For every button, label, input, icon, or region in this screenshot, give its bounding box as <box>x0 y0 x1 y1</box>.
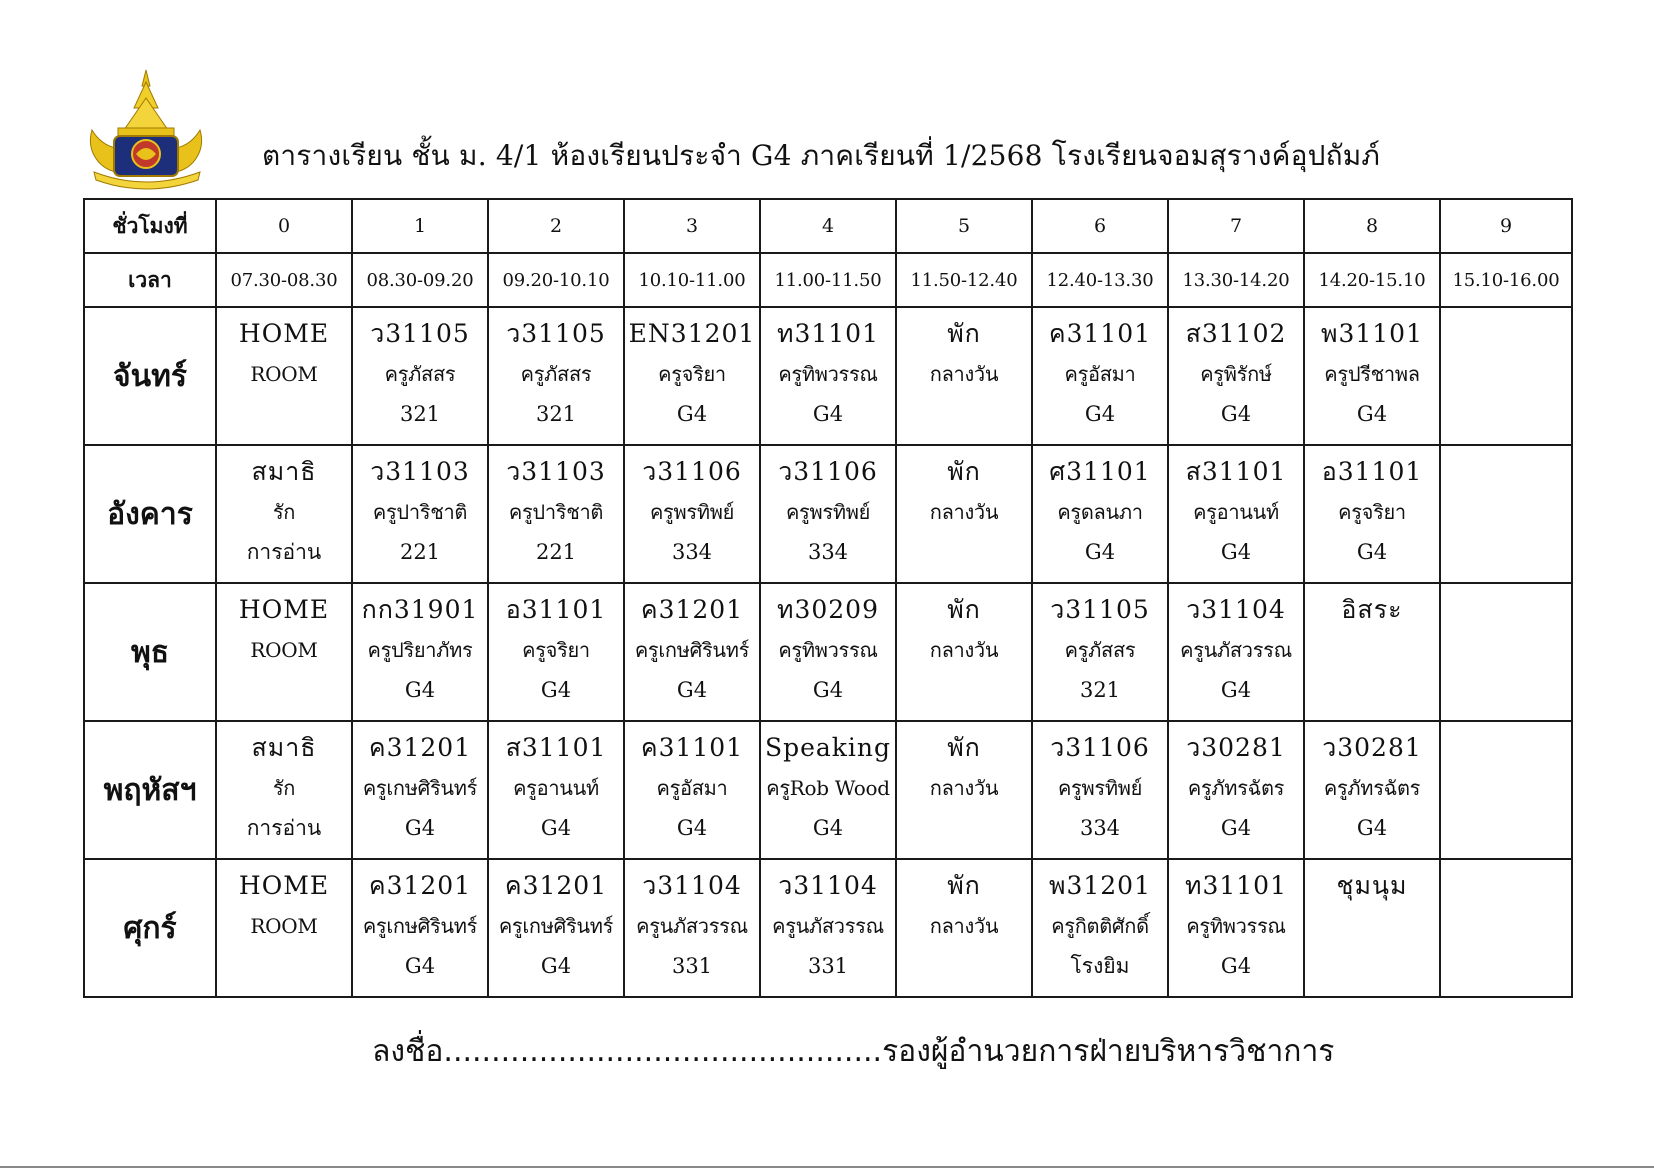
subject-code: ท31101 <box>776 319 879 348</box>
teacher-name: ROOM <box>250 638 318 662</box>
timetable-cell <box>1168 445 1304 583</box>
room-name: โรงยิม <box>1070 954 1130 978</box>
room-name: การอ่าน <box>246 540 322 564</box>
teacher-name: ROOM <box>250 914 318 938</box>
teacher-name: ครูนภัสวรรณ <box>772 914 884 938</box>
timetable-cell <box>1304 307 1440 445</box>
timetable-cell <box>624 445 760 583</box>
room-name: 321 <box>1079 678 1121 702</box>
period-time: 09.20-10.10 <box>488 253 624 307</box>
period-time: 11.50-12.40 <box>896 253 1032 307</box>
timetable-cell <box>896 583 1032 721</box>
teacher-name: ครูกิตติศักดิ์ <box>1051 914 1149 938</box>
time-label: เวลา <box>84 253 216 307</box>
teacher-name: ครูเกษศิรินทร์ <box>498 914 614 938</box>
timetable-cell <box>624 583 760 721</box>
subject-code: ว30281 <box>1186 733 1286 762</box>
room-name: 331 <box>807 954 849 978</box>
teacher-name: ครูปรีชาพล <box>1324 362 1420 386</box>
period-number: 3 <box>624 199 760 253</box>
subject-code: ส31101 <box>1185 457 1287 486</box>
timetable-cell <box>352 721 488 859</box>
period-time: 11.00-11.50 <box>760 253 896 307</box>
room-name: 334 <box>671 540 713 564</box>
period-number: 0 <box>216 199 352 253</box>
teacher-name: ครูภัทรฉัตร <box>1323 776 1421 800</box>
day-row <box>84 445 1572 583</box>
timetable-cell <box>624 859 760 997</box>
teacher-name: รัก <box>272 500 296 524</box>
subject-code: ว31104 <box>642 871 742 900</box>
period-number: 2 <box>488 199 624 253</box>
subject-code: ค31201 <box>504 871 608 900</box>
room-name: G4 <box>1356 402 1388 426</box>
room-name: G4 <box>540 816 572 840</box>
subject-code: ศ31101 <box>1049 457 1151 486</box>
room-name: G4 <box>1356 816 1388 840</box>
subject-code: ว31106 <box>778 457 878 486</box>
room-name: G4 <box>1220 954 1252 978</box>
room-name: G4 <box>676 678 708 702</box>
room-name: G4 <box>1220 678 1252 702</box>
timetable-cell <box>352 859 488 997</box>
timetable-cell <box>896 859 1032 997</box>
teacher-name: ครูเกษศิรินทร์ <box>362 776 478 800</box>
subject-code: ค31101 <box>640 733 744 762</box>
timetable-cell <box>1440 859 1572 997</box>
timetable-cell <box>1168 859 1304 997</box>
teacher-name: ครูเกษศิรินทร์ <box>634 638 750 662</box>
teacher-name: ครูอัสมา <box>1064 362 1136 386</box>
subject-code: ว30281 <box>1322 733 1422 762</box>
timetable-cell <box>216 445 352 583</box>
period-time: 15.10-16.00 <box>1440 253 1572 307</box>
subject-code: ว31105 <box>506 319 606 348</box>
subject-code: ว31105 <box>1050 595 1150 624</box>
subject-code: ส31102 <box>1185 319 1287 348</box>
teacher-name: ครูดลนภา <box>1057 500 1143 524</box>
timetable-cell <box>1032 859 1168 997</box>
room-name: 221 <box>535 540 577 564</box>
room-name: G4 <box>404 678 436 702</box>
school-crest-icon <box>84 68 208 194</box>
day-row <box>84 307 1572 445</box>
room-name: G4 <box>404 816 436 840</box>
day-name: พฤหัสฯ <box>84 721 216 859</box>
subject-code: ชุมนุม <box>1336 871 1408 900</box>
teacher-name: ครูอานนท์ <box>513 776 599 800</box>
teacher-name: ครูภัสสร <box>384 362 456 386</box>
page-bottom-border <box>0 1166 1654 1168</box>
room-name: G4 <box>1220 402 1252 426</box>
timetable-cell <box>624 307 760 445</box>
day-row <box>84 583 1572 721</box>
timetable-cell <box>488 721 624 859</box>
day-name: พุธ <box>84 583 216 721</box>
subject-code: ว31106 <box>642 457 742 486</box>
period-time: 10.10-11.00 <box>624 253 760 307</box>
teacher-name: ครูภัสสร <box>520 362 592 386</box>
room-name: G4 <box>812 678 844 702</box>
room-name: G4 <box>676 402 708 426</box>
subject-code: พ31201 <box>1048 871 1151 900</box>
time-header-row <box>84 253 1572 307</box>
day-name: อังคาร <box>84 445 216 583</box>
timetable-cell <box>760 721 896 859</box>
period-number: 1 <box>352 199 488 253</box>
timetable-cell <box>488 583 624 721</box>
period-time: 13.30-14.20 <box>1168 253 1304 307</box>
timetable-cell <box>352 445 488 583</box>
room-name: G4 <box>812 402 844 426</box>
subject-code: อ31101 <box>1321 457 1423 486</box>
room-name: G4 <box>676 816 708 840</box>
period-number: 8 <box>1304 199 1440 253</box>
subject-code: ว31104 <box>778 871 878 900</box>
subject-code: สมาธิ <box>251 457 317 486</box>
teacher-name: กลางวัน <box>929 362 999 386</box>
timetable-cell <box>624 721 760 859</box>
timetable-cell <box>760 307 896 445</box>
day-row <box>84 721 1572 859</box>
subject-code: ท31101 <box>1184 871 1287 900</box>
teacher-name: ครูพรทิพย์ <box>1057 776 1143 800</box>
period-header-row <box>84 199 1572 253</box>
subject-code: ส31101 <box>505 733 607 762</box>
room-name: 334 <box>807 540 849 564</box>
timetable-cell <box>1304 859 1440 997</box>
teacher-name: ครูทิพวรรณ <box>778 362 878 386</box>
signature-line: ลงชื่อ..............................................รองผู้อำนวยการฝ่ายบริหารวิชาการ <box>372 1034 1335 1069</box>
room-name: 321 <box>399 402 441 426</box>
subject-code: พ31101 <box>1320 319 1423 348</box>
teacher-name: ครูปาริชาติ <box>372 500 468 524</box>
teacher-name: ครูพรทิพย์ <box>785 500 871 524</box>
period-number: 5 <box>896 199 1032 253</box>
subject-code: Speaking <box>764 733 892 762</box>
period-label: ชั่วโมงที่ <box>84 199 216 253</box>
page-title: ตารางเรียน ชั้น ม. 4/1 ห้องเรียนประจำ G4 ภาคเรียนที่ 1/2568 โรงเรียนจอมสุรางค์อุปถัมภ์ <box>262 139 1381 172</box>
subject-code: พัก <box>947 595 981 624</box>
subject-code: ท30209 <box>776 595 879 624</box>
room-name: G4 <box>1220 540 1252 564</box>
teacher-name: ครูภัสสร <box>1064 638 1136 662</box>
timetable-cell <box>1168 721 1304 859</box>
teacher-name: ครูนภัสวรรณ <box>636 914 748 938</box>
teacher-name: กลางวัน <box>929 638 999 662</box>
teacher-name: ครูทิพวรรณ <box>778 638 878 662</box>
timetable <box>83 198 1573 998</box>
teacher-name: ครูทิพวรรณ <box>1186 914 1286 938</box>
subject-code: EN31201 <box>628 319 756 348</box>
room-name: G4 <box>1084 540 1116 564</box>
day-row <box>84 859 1572 997</box>
timetable-cell <box>1304 721 1440 859</box>
timetable-cell <box>896 445 1032 583</box>
teacher-name: ครูปริยาภัทร <box>367 638 473 662</box>
timetable-cell <box>1440 307 1572 445</box>
timetable-cell <box>760 859 896 997</box>
period-number: 6 <box>1032 199 1168 253</box>
timetable-cell <box>488 859 624 997</box>
subject-code: อิสระ <box>1341 595 1403 624</box>
teacher-name: ครูเกษศิรินทร์ <box>362 914 478 938</box>
timetable-cell <box>896 721 1032 859</box>
subject-code: ว31106 <box>1050 733 1150 762</box>
timetable-cell <box>488 307 624 445</box>
teacher-name: ครูจริยา <box>658 362 726 386</box>
subject-code: ค31101 <box>1048 319 1152 348</box>
teacher-name: ครูRob Wood <box>766 776 890 800</box>
teacher-name: ครูนภัสวรรณ <box>1180 638 1292 662</box>
room-name: G4 <box>1220 816 1252 840</box>
subject-code: อ31101 <box>505 595 607 624</box>
teacher-name: ครูจริยา <box>522 638 590 662</box>
period-time: 14.20-15.10 <box>1304 253 1440 307</box>
subject-code: ว31104 <box>1186 595 1286 624</box>
subject-code: พัก <box>947 457 981 486</box>
timetable-cell <box>216 859 352 997</box>
room-name: G4 <box>540 954 572 978</box>
timetable-cell <box>1032 307 1168 445</box>
teacher-name: ครูภัทรฉัตร <box>1187 776 1285 800</box>
timetable-cell <box>488 445 624 583</box>
timetable-cell <box>1440 583 1572 721</box>
timetable-cell <box>896 307 1032 445</box>
period-number: 7 <box>1168 199 1304 253</box>
subject-code: ค31201 <box>640 595 744 624</box>
period-number: 9 <box>1440 199 1572 253</box>
timetable-cell <box>760 583 896 721</box>
timetable-cell <box>1304 583 1440 721</box>
teacher-name: ครูจริยา <box>1338 500 1406 524</box>
timetable-cell <box>216 307 352 445</box>
teacher-name: ครูพรทิพย์ <box>649 500 735 524</box>
room-name: 321 <box>535 402 577 426</box>
subject-code: ค31201 <box>368 733 472 762</box>
subject-code: พัก <box>947 871 981 900</box>
room-name: G4 <box>1356 540 1388 564</box>
timetable-cell <box>216 583 352 721</box>
period-time: 07.30-08.30 <box>216 253 352 307</box>
subject-code: HOME <box>238 871 330 900</box>
teacher-name: รัก <box>272 776 296 800</box>
timetable-cell <box>216 721 352 859</box>
timetable-cell <box>1032 721 1168 859</box>
period-time: 08.30-09.20 <box>352 253 488 307</box>
teacher-name: ครูอัสมา <box>656 776 728 800</box>
subject-code: พัก <box>947 319 981 348</box>
teacher-name: กลางวัน <box>929 500 999 524</box>
subject-code: HOME <box>238 319 330 348</box>
timetable-cell <box>1440 721 1572 859</box>
subject-code: สมาธิ <box>251 733 317 762</box>
teacher-name: ROOM <box>250 362 318 386</box>
room-name: 221 <box>399 540 441 564</box>
subject-code: กก31901 <box>361 595 479 624</box>
timetable-cell <box>1168 307 1304 445</box>
subject-code: ว31103 <box>506 457 606 486</box>
timetable-cell <box>1440 445 1572 583</box>
timetable-cell <box>352 307 488 445</box>
subject-code: ว31105 <box>370 319 470 348</box>
timetable-cell <box>760 445 896 583</box>
period-time: 12.40-13.30 <box>1032 253 1168 307</box>
timetable-cell <box>1032 583 1168 721</box>
timetable-cell <box>1304 445 1440 583</box>
day-name: จันทร์ <box>84 307 216 445</box>
subject-code: HOME <box>238 595 330 624</box>
subject-code: ค31201 <box>368 871 472 900</box>
subject-code: ว31103 <box>370 457 470 486</box>
period-number: 4 <box>760 199 896 253</box>
room-name: G4 <box>404 954 436 978</box>
timetable-cell <box>1168 583 1304 721</box>
room-name: 334 <box>1079 816 1121 840</box>
timetable-cell <box>1032 445 1168 583</box>
timetable-cell <box>352 583 488 721</box>
room-name: G4 <box>540 678 572 702</box>
teacher-name: ครูปาริชาติ <box>508 500 604 524</box>
teacher-name: กลางวัน <box>929 776 999 800</box>
teacher-name: ครูพิรักษ์ <box>1200 362 1272 386</box>
day-name: ศุกร์ <box>84 859 216 997</box>
teacher-name: ครูอานนท์ <box>1193 500 1279 524</box>
teacher-name: กลางวัน <box>929 914 999 938</box>
room-name: G4 <box>812 816 844 840</box>
room-name: G4 <box>1084 402 1116 426</box>
subject-code: พัก <box>947 733 981 762</box>
room-name: การอ่าน <box>246 816 322 840</box>
room-name: 331 <box>671 954 713 978</box>
